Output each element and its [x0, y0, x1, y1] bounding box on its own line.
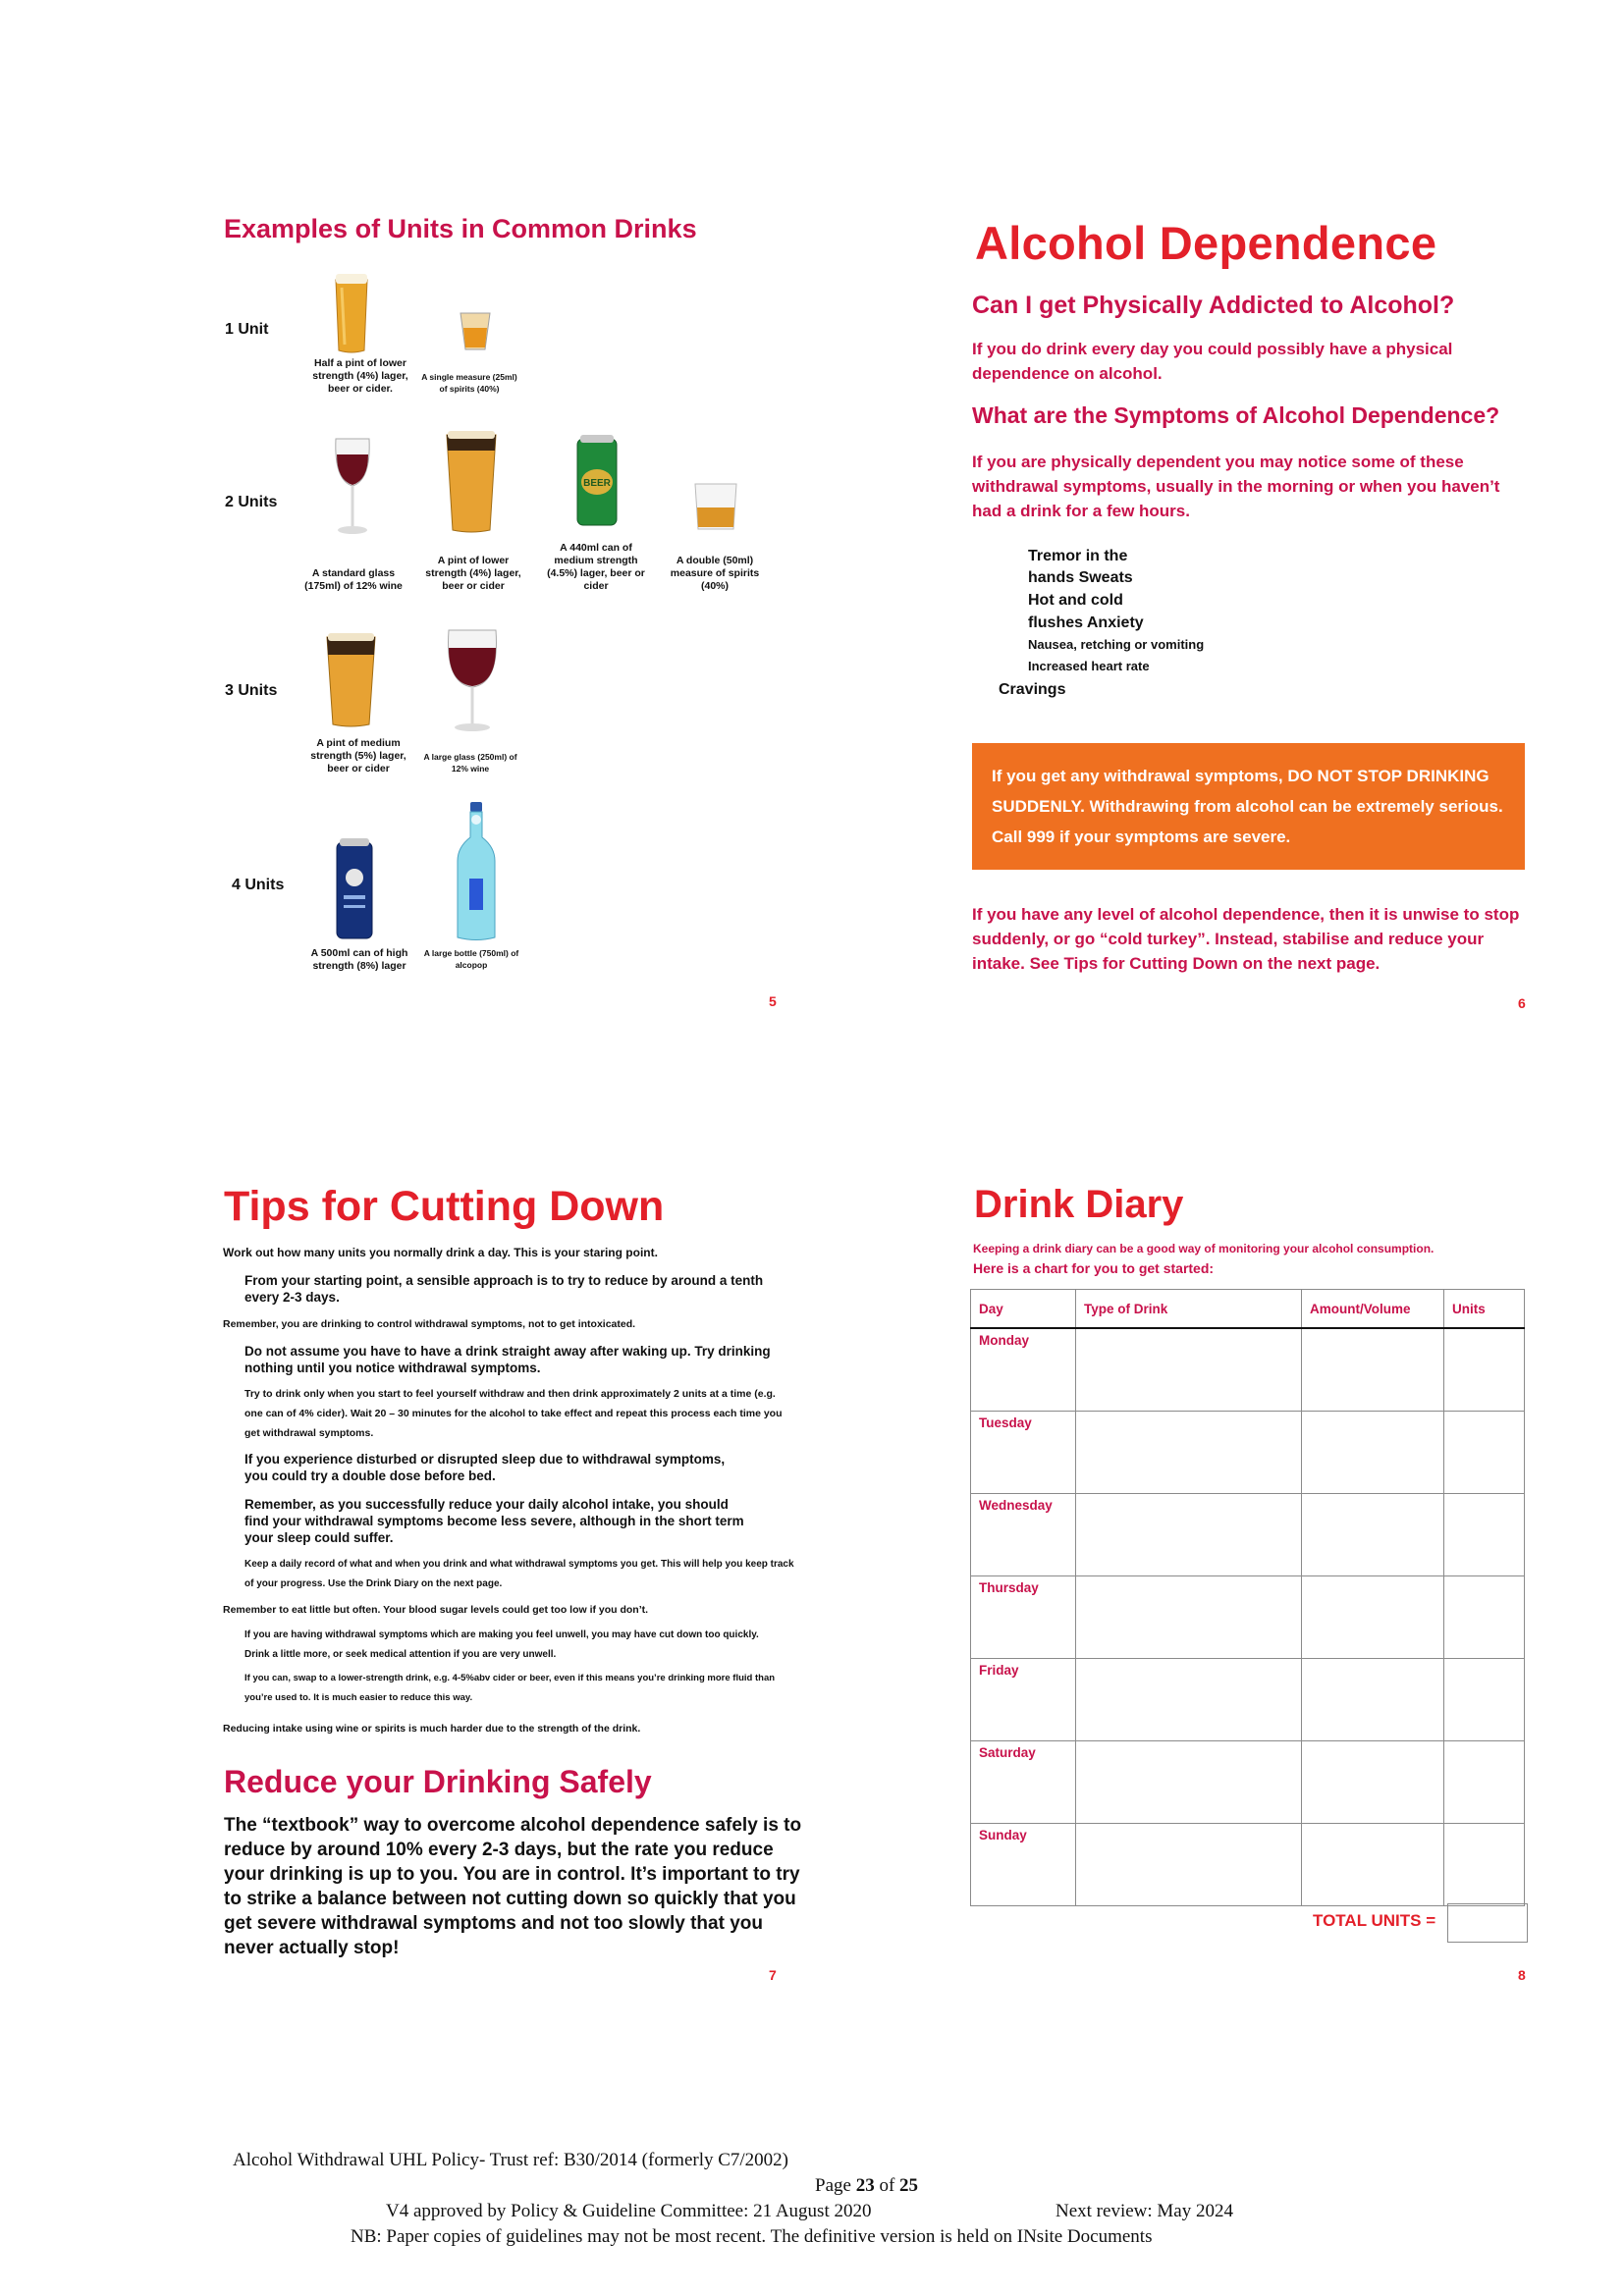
diary-header-type: Type of Drink	[1076, 1290, 1302, 1329]
diary-cell-amount[interactable]	[1302, 1412, 1444, 1494]
total-units-label: TOTAL UNITS =	[1313, 1911, 1436, 1930]
diary-cell-type[interactable]	[1076, 1576, 1302, 1659]
diary-cell-type[interactable]	[1076, 1741, 1302, 1824]
symptom-item: Hot and cold	[1028, 592, 1123, 609]
whisky-tumbler-icon	[692, 480, 739, 533]
diary-row-wednesday	[971, 1494, 1525, 1576]
symptom-item: Nausea, retching or vomiting	[1028, 637, 1205, 652]
tip-item: Keep a daily record of what and when you drink and what withdrawal symptoms you get. This will help you keep track of your progress. Use the Drink Diary on the next page.	[244, 1559, 794, 1589]
diary-row-tuesday	[971, 1412, 1525, 1494]
diary-header-day: Day	[971, 1290, 1076, 1329]
diary-cell-type[interactable]	[1076, 1659, 1302, 1741]
footer-page-indicator	[815, 2175, 918, 2197]
reduce-body: The “textbook” way to overcome alcohol dependence safely is to reduce by around 10% every 2-3 days, but the rate you reduce your drinking is up to you. You are in control. It’s important to try to strike a balance between not cutting down so quickly that you get severe withdrawal symptoms and not too slowly that you never actually stop!	[224, 1815, 802, 1958]
diary-intro: Keeping a drink diary can be a good way of monitoring your alcohol consumption.	[973, 1242, 1435, 1255]
answer-addiction: If you do drink every day you could possibly have a physical dependence on alcohol.	[972, 340, 1453, 383]
diary-row-friday	[971, 1659, 1525, 1741]
diary-day-label: Monday	[971, 1328, 1076, 1412]
footer-policy-ref: Alcohol Withdrawal UHL Policy- Trust ref: B30/2014 (formerly C7/2002)	[233, 2150, 789, 2170]
tip-item: If you can, swap to a lower-strength drink, e.g. 4-5%abv cider or beer, even if this means you’re drinking more fluid than you’re used to. It is much easier to reduce this way.	[244, 1673, 776, 1703]
answer-symptoms: If you are physically dependent you may notice some of these withdrawal symptoms, usually in the morning or when you haven’t had a drink for a few hours.	[972, 453, 1500, 520]
can-label: BEER	[583, 478, 611, 489]
question-addiction: Can I get Physically Addicted to Alcohol?	[972, 292, 1455, 319]
tip-item: If you experience disturbed or disrupted sleep due to withdrawal symptoms, you could try a double dose before bed.	[244, 1452, 726, 1483]
diary-cell-amount[interactable]	[1302, 1328, 1444, 1412]
symptom-item: hands Sweats	[1028, 569, 1133, 586]
tips-title: Tips for Cutting Down	[224, 1183, 665, 1230]
row-label-2-units: 2 Units	[225, 494, 278, 510]
diary-cell-amount[interactable]	[1302, 1659, 1444, 1741]
caption-can-500: A 500ml can of high strength (8%) lager	[310, 947, 408, 972]
diary-row-thursday	[971, 1576, 1525, 1659]
question-symptoms: What are the Symptoms of Alcohol Dependence?	[972, 402, 1500, 428]
diary-cell-units[interactable]	[1444, 1741, 1525, 1824]
caption-wine-175: A standard glass (175ml) of 12% wine	[304, 567, 403, 592]
diary-day-label: Thursday	[971, 1576, 1076, 1659]
beer-can-500-icon	[334, 836, 375, 942]
row-label-1-unit: 1 Unit	[225, 321, 269, 338]
diary-cell-amount[interactable]	[1302, 1741, 1444, 1824]
diary-row-saturday	[971, 1741, 1525, 1824]
footer-nb: NB: Paper copies of guidelines may not be most recent. The definitive version is held on INsite Documents	[351, 2226, 1153, 2247]
drink-diary-table	[970, 1289, 1525, 1906]
diary-cell-units[interactable]	[1444, 1412, 1525, 1494]
tip-item: If you are having withdrawal symptoms which are making you feel unwell, you may have cut down too quickly. Drink a little more, or seek medical attention if you are very unwell.	[244, 1629, 759, 1660]
row-label-4-units: 4 Units	[232, 877, 285, 893]
caption-half-pint: Half a pint of lower strength (4%) lager, beer or cider.	[312, 357, 408, 395]
diary-row-sunday	[971, 1824, 1525, 1906]
diary-cell-type[interactable]	[1076, 1328, 1302, 1412]
beer-can-440-icon	[574, 433, 620, 529]
dependence-title: Alcohol Dependence	[975, 217, 1437, 269]
caption-alcopop: A large bottle (750ml) of alcopop	[423, 948, 519, 970]
diary-day-label: Saturday	[971, 1741, 1076, 1824]
page-number-5: 5	[769, 993, 777, 1009]
diary-cell-units[interactable]	[1444, 1328, 1525, 1412]
page-number-6: 6	[1518, 995, 1526, 1011]
tip-item: Try to drink only when you start to feel yourself withdraw and then drink approximately 2 units at a time (e.g. one can of 4% cider). Wait 20 – 30 minutes for the alcohol to take effect and repeat this process each time you get withdrawal symptoms.	[244, 1388, 783, 1439]
tip-item: Remember to eat little but often. Your blood sugar levels could get too low if you don’t.	[223, 1604, 649, 1616]
diary-header-amount: Amount/Volume	[1302, 1290, 1444, 1329]
symptom-item: flushes Anxiety	[1028, 614, 1144, 631]
footer-review: Next review: May 2024	[1056, 2201, 1233, 2221]
diary-header-units: Units	[1444, 1290, 1525, 1329]
caption-pint-medium: A pint of medium strength (5%) lager, beer or cider	[310, 737, 406, 774]
caption-pint-lower: A pint of lower strength (4%) lager, beer or cider	[425, 555, 521, 592]
diary-cell-type[interactable]	[1076, 1412, 1302, 1494]
diary-cell-units[interactable]	[1444, 1494, 1525, 1576]
pint-medium-strength-icon	[324, 631, 378, 729]
caption-double-spirits: A double (50ml) measure of spirits (40%)	[670, 555, 760, 592]
page-number-7: 7	[769, 1967, 777, 1983]
diary-row-monday	[971, 1328, 1525, 1412]
diary-cell-units[interactable]	[1444, 1659, 1525, 1741]
withdrawal-warning-box: If you get any withdrawal symptoms, DO NOT STOP DRINKING SUDDENLY. Withdrawing from alcohol can be extremely serious. Call 999 if your symptoms are severe.	[972, 743, 1525, 870]
footer-approved: V4 approved by Policy & Guideline Committee: 21 August 2020	[386, 2201, 872, 2221]
diary-day-label: Wednesday	[971, 1494, 1076, 1576]
tip-item: Remember, you are drinking to control withdrawal symptoms, not to get intoxicated.	[223, 1318, 636, 1330]
diary-cell-amount[interactable]	[1302, 1824, 1444, 1906]
half-pint-glass-icon	[332, 272, 371, 356]
tip-item: Reducing intake using wine or spirits is much harder due to the strength of the drink.	[223, 1723, 641, 1735]
units-panel-title: Examples of Units in Common Drinks	[224, 214, 697, 243]
symptom-item: Tremor in the	[1028, 548, 1128, 564]
diary-header-row	[971, 1290, 1525, 1329]
diary-cell-amount[interactable]	[1302, 1576, 1444, 1659]
tip-item: From your starting point, a sensible approach is to try to reduce by around a tenth every 2-3 days.	[244, 1273, 764, 1305]
footer-page-total: 25	[899, 2175, 919, 2196]
page-number-8: 8	[1518, 1967, 1526, 1983]
total-units-cell[interactable]	[1447, 1903, 1528, 1943]
caption-can-440: A 440ml can of medium strength (4.5%) lager, beer or cider	[547, 542, 645, 592]
diary-cell-type[interactable]	[1076, 1494, 1302, 1576]
diary-cell-units[interactable]	[1444, 1576, 1525, 1659]
diary-intro-2: Here is a chart for you to get started:	[973, 1260, 1215, 1276]
alcopop-bottle-icon	[454, 800, 499, 943]
diary-day-label: Tuesday	[971, 1412, 1076, 1494]
diary-title: Drink Diary	[974, 1183, 1184, 1226]
row-label-3-units: 3 Units	[225, 682, 278, 699]
wine-glass-250-icon	[445, 626, 500, 732]
diary-cell-units[interactable]	[1444, 1824, 1525, 1906]
reduce-title: Reduce your Drinking Safely	[224, 1764, 652, 1799]
diary-day-label: Friday	[971, 1659, 1076, 1741]
symptom-item: Increased heart rate	[1028, 659, 1150, 673]
diary-cell-type[interactable]	[1076, 1824, 1302, 1906]
symptom-item: Cravings	[999, 681, 1066, 698]
diary-cell-amount[interactable]	[1302, 1494, 1444, 1576]
caption-wine-250: A large glass (250ml) of 12% wine	[423, 752, 517, 774]
footer-page-current: 23	[855, 2175, 875, 2196]
footer-page-of: of	[879, 2175, 895, 2196]
footer-page-prefix: Page	[815, 2175, 851, 2196]
wine-glass-175-icon	[332, 435, 373, 536]
dependence-advice: If you have any level of alcohol dependence, then it is unwise to stop suddenly, or go “cold turkey”. Instead, stabilise and reduce your intake. See Tips for Cutting Down on the next page.	[972, 905, 1520, 973]
tip-item: Do not assume you have to have a drink straight away after waking up. Try drinking nothing until you notice withdrawal symptoms.	[244, 1344, 771, 1375]
tip-item: Remember, as you successfully reduce your daily alcohol intake, you should find your withdrawal symptoms become less severe, although in the short term your sleep could suffer.	[244, 1497, 744, 1545]
pint-lower-strength-icon	[444, 429, 499, 535]
diary-day-label: Sunday	[971, 1824, 1076, 1906]
tip-item: Work out how many units you normally drink a day. This is your staring point.	[223, 1246, 658, 1259]
shot-glass-icon	[458, 310, 493, 353]
caption-single-measure: A single measure (25ml) of spirits (40%)	[421, 372, 517, 394]
